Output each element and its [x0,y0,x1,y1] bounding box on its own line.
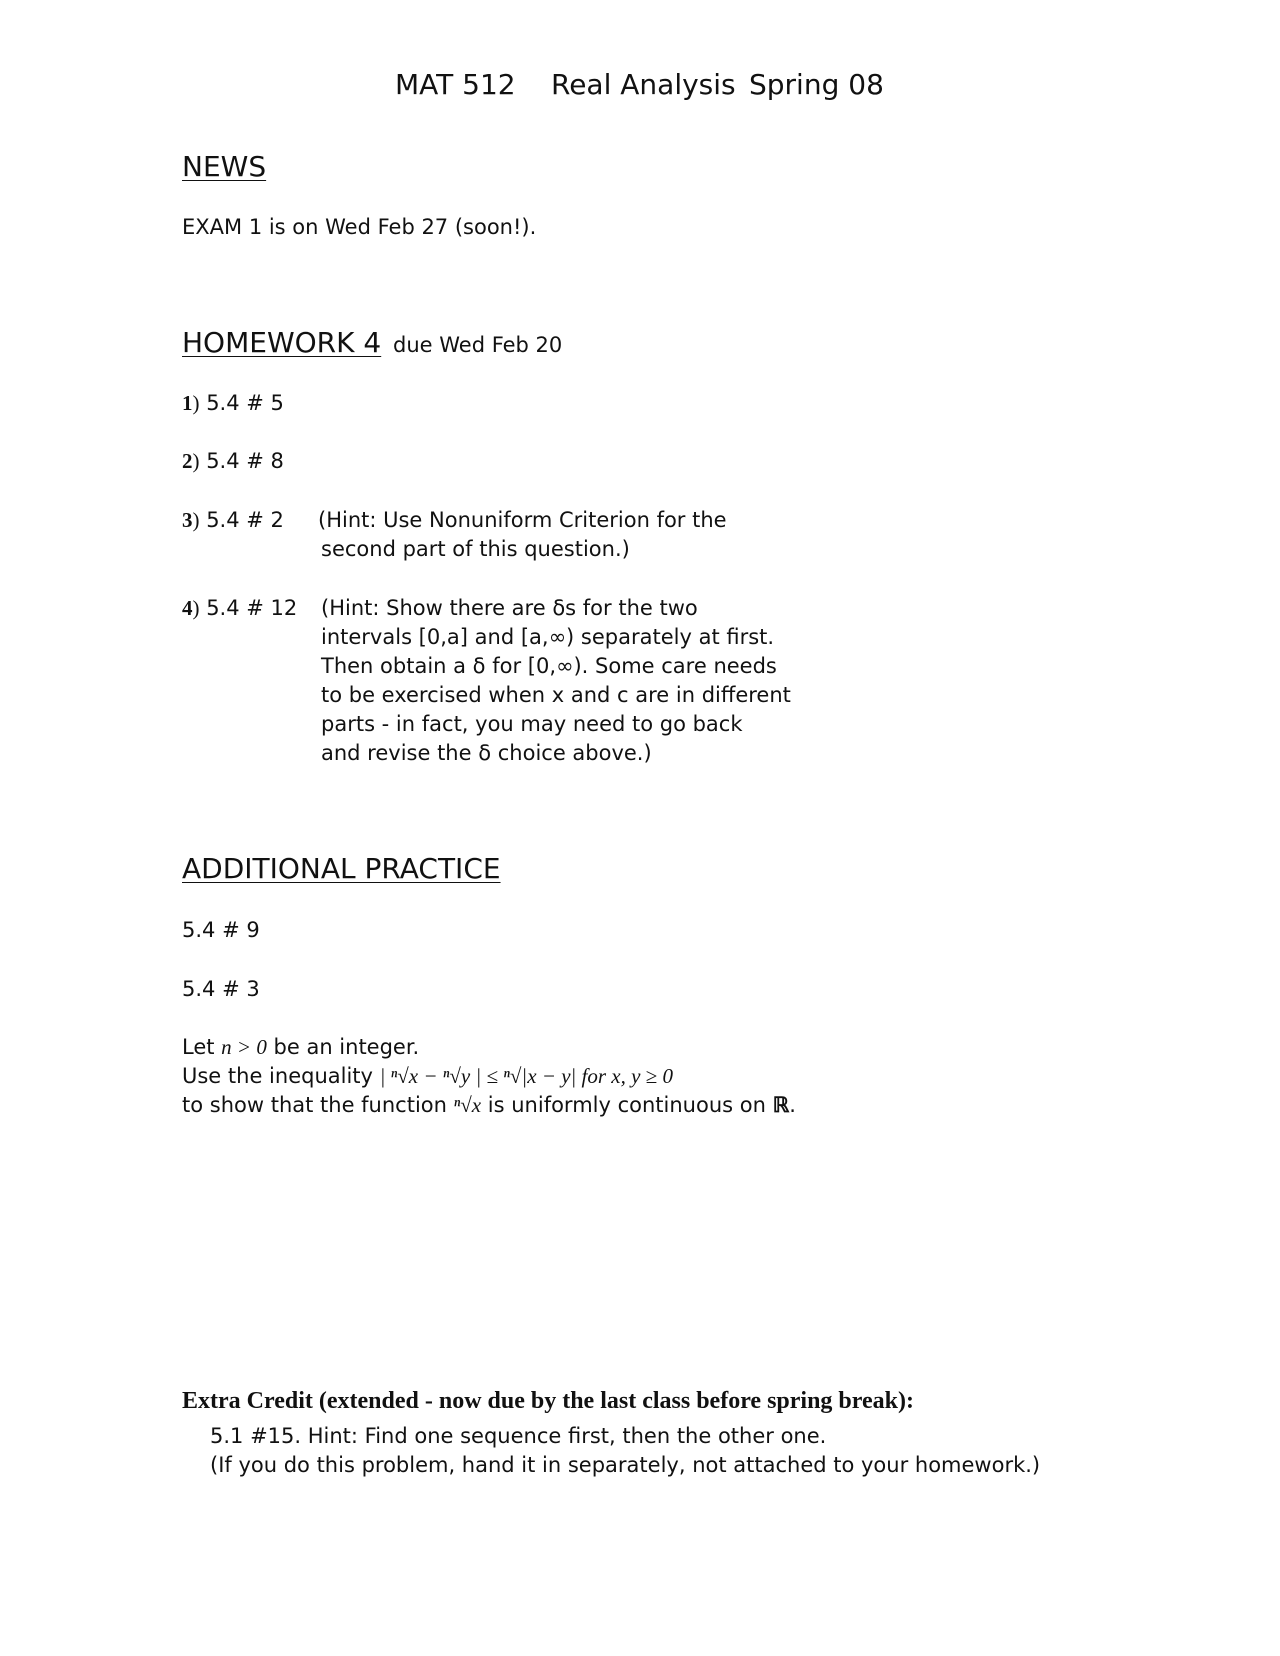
practice-item: 5.4 # 3 [182,977,260,1001]
extra-credit-line: (If you do this problem, hand it in separately, not attached to your homework.) [210,1453,1041,1477]
hint-line: second part of this question.) [321,537,630,561]
math-inline: n > 0 [221,1035,267,1059]
hint-line: parts - in fact, you may need to go back [321,712,743,736]
item-number: 3 [182,508,193,532]
homework-item-3 [182,506,284,535]
math-inequality: | ⁿ√x − ⁿ√y | ≤ ⁿ√|x − y| for x, y ≥ 0 [379,1064,673,1088]
item-paren: ) [192,596,200,620]
hint-line: Then obtain a δ for [0,∞). Some care needs [321,654,777,678]
math-inline: ⁿ√x [453,1093,482,1117]
item-number: 2 [182,449,193,473]
homework-heading: HOMEWORK 4 [182,326,382,359]
hint-line: (Hint: Use Nonuniform Criterion for the [318,508,727,532]
item-paren: ) [192,449,200,473]
hint-line: and revise the δ choice above.) [321,741,652,765]
homework-due: due Wed Feb 20 [393,333,563,357]
practice-item: 5.4 # 9 [182,918,260,942]
paragraph-line-2: Use the inequality | ⁿ√x − ⁿ√y | ≤ ⁿ√|x − y| for x, y ≥ 0 [182,1064,673,1088]
extra-credit-heading: Extra Credit (extended - now due by the last class before spring break): [182,1388,914,1414]
item-number: 1 [182,391,193,415]
item-problem: 5.4 # 2 [206,508,284,532]
news-heading: NEWS [182,150,267,183]
extra-credit-line: 5.1 #15. Hint: Find one sequence first, then the other one. [210,1424,827,1448]
course-name: Real Analysis [551,68,736,101]
course-term: Spring 08 [749,68,884,101]
homework-item-1 [182,389,284,418]
paragraph-line-1: Let n > 0 be an integer. [182,1035,420,1059]
item-problem: 5.4 # 12 [206,596,298,620]
hint-line: intervals [0,a] and [a,∞) separately at first. [321,625,775,649]
reals-symbol: ℝ [772,1093,790,1117]
paragraph-line-3: to show that the function ⁿ√x is uniformly continuous on ℝ. [182,1093,796,1117]
item-paren: ) [192,391,200,415]
item-number: 4 [182,596,193,620]
news-text: EXAM 1 is on Wed Feb 27 (soon!). [182,215,537,239]
homework-item-2 [182,447,284,476]
hint-line: to be exercised when x and c are in different [321,683,791,707]
homework-item-3-hint [318,506,727,564]
hint-line: (Hint: Show there are δs for the two [321,596,698,620]
practice-heading: ADDITIONAL PRACTICE [182,852,501,885]
practice-paragraph [182,1033,796,1120]
item-paren: ) [192,508,200,532]
course-code: MAT 512 [395,68,516,101]
homework-item-4 [182,594,297,623]
item-problem: 5.4 # 8 [206,449,284,473]
item-problem: 5.4 # 5 [206,391,284,415]
homework-item-4-hint [321,594,791,768]
